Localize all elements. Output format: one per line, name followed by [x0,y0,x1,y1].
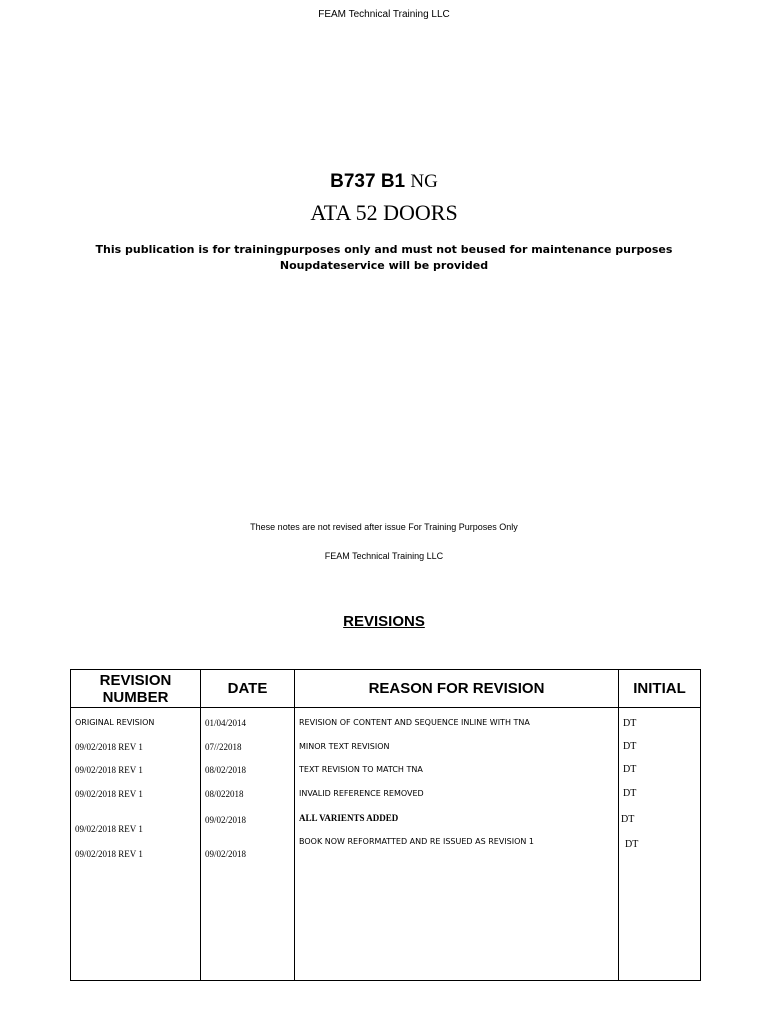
revision-notice: These notes are not revised after issue For Training Purposes Only [250,522,518,532]
revisions-heading: REVISIONS [343,613,425,630]
column-header-date: DATE [201,670,295,708]
table-cell-date: 08/02/2018 [205,765,247,775]
column-header-initial: INITIAL [619,670,701,708]
footer-organization: FEAM Technical Training LLC [324,551,444,561]
title-aircraft-model: B737 B1 [330,171,406,192]
table-cell-date: 08/022018 [205,789,244,799]
table-cell-reason: TEXT REVISION TO MATCH TNA [299,765,423,774]
column-header-revision-number: REVISION NUMBER [71,670,201,708]
disclaimer [0,242,768,274]
table-cell-date: 07//22018 [205,742,242,752]
table-cell-revision-number: 09/02/2018 REV 1 [75,849,143,859]
table-cell-initial: DT [623,764,637,775]
table-cell-revision-number: 09/02/2018 REV 1 [75,765,143,775]
table-cell-initial: DT [625,839,639,850]
table-cell-revision-number: ORIGINAL REVISION [75,718,155,727]
table-cell-reason: INVALID REFERENCE REMOVED [299,789,424,798]
date-column [201,708,295,981]
table-cell-initial: DT [621,814,635,825]
revisions-table-body [71,708,701,981]
document-title-chapter: ATA 52 DOORS [310,200,458,225]
table-cell-reason: BOOK NOW REFORMATTED AND RE ISSUED AS REVISION 1 [299,837,535,846]
table-cell-initial: DT [623,788,637,799]
title-aircraft-variant: NG [410,171,438,192]
reason-column [295,708,619,981]
table-cell-initial: DT [623,718,637,729]
document-title-aircraft [0,171,768,193]
revision-number-column [71,708,201,981]
table-cell-reason: REVISION OF CONTENT AND SEQUENCE INLINE WITH TNA [299,718,530,727]
table-cell-date: 09/02/2018 [205,815,247,825]
table-cell-reason: MINOR TEXT REVISION [299,742,390,751]
table-cell-revision-number: 09/02/2018 REV 1 [75,789,143,799]
table-cell-revision-number: 09/02/2018 REV 1 [75,824,143,834]
disclaimer-line-2: Noupdateservice will be provided [279,259,489,272]
table-cell-initial: DT [623,741,637,752]
table-cell-date: 01/04/2014 [205,718,247,728]
table-cell-date: 09/02/2018 [205,849,247,859]
revisions-table-header [71,670,701,708]
header-organization: FEAM Technical Training LLC [318,9,450,20]
revisions-table [70,669,701,981]
table-cell-reason: ALL VARIENTS ADDED [299,813,399,823]
initial-column [619,708,701,981]
column-header-reason: REASON FOR REVISION [295,670,619,708]
disclaimer-line-1: This publication is for trainingpurposes only and must not beused for maintenance purposes [95,243,673,256]
table-cell-revision-number: 09/02/2018 REV 1 [75,742,143,752]
